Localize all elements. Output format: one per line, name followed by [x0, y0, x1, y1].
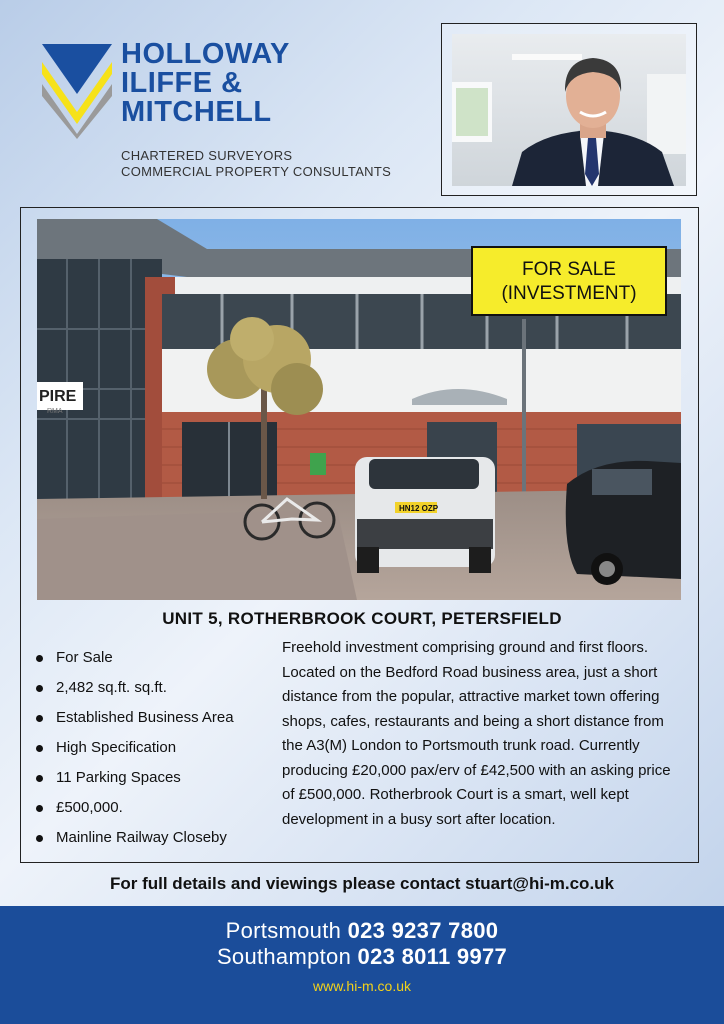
contact-line: For full details and viewings please contact stuart@hi-m.co.uk [109, 874, 614, 893]
phone-number[interactable]: 023 9237 7800 [347, 918, 499, 943]
company-name-line1: HOLLOWAY [121, 38, 290, 70]
footer-bar [0, 906, 724, 1024]
feature-text: £500,000. [56, 799, 123, 816]
bullet-icon [36, 835, 43, 842]
phone-number[interactable]: 023 8011 9977 [357, 944, 508, 969]
license-plate: HN12 OZP [399, 504, 439, 513]
badge-line1: FOR SALE [522, 259, 616, 280]
list-item [36, 703, 234, 733]
property-title: UNIT 5, ROTHERBROOK COURT, PETERSFIELD [162, 609, 562, 628]
badge-line2: (INVESTMENT) [501, 283, 637, 304]
feature-text: Established Business Area [56, 709, 234, 726]
list-item [36, 643, 234, 673]
list-item [36, 673, 234, 703]
phone-line-portsmouth [0, 918, 724, 944]
company-name [121, 40, 290, 127]
agent-photo-frame [441, 23, 697, 196]
agent-portrait-photo [452, 34, 686, 186]
company-logo-icon [42, 44, 112, 139]
phone-line-southampton [0, 944, 724, 970]
list-item [36, 733, 234, 763]
list-item [36, 793, 234, 823]
tagline-line1: CHARTERED SURVEYORS [121, 148, 293, 163]
feature-text: For Sale [56, 649, 113, 666]
tagline-line2: COMMERCIAL PROPERTY CONSULTANTS [121, 164, 392, 179]
list-item [36, 823, 234, 853]
bullet-icon [36, 745, 43, 752]
bullet-icon [36, 685, 43, 692]
feature-text: 11 Parking Spaces [56, 769, 181, 786]
city-name: Portsmouth [225, 918, 342, 943]
bullet-icon [36, 805, 43, 812]
company-name-line3: MITCHELL [121, 96, 272, 128]
company-tagline [121, 148, 391, 180]
bullet-icon [36, 655, 43, 662]
for-sale-badge [471, 246, 667, 316]
property-description: Freehold investment comprising ground and first floors. Located on the Bedford Road business area, just a short distance from the popular, attractive market town offering shops, cafes, restaurants and being a short distance from the A3(M) London to Portsmouth trunk road. Currently producing £20,000 pax/erv of £42,500 with an asking price of £500,000. Rotherbrook Court is a smart, well kept development in a busy sort after location. [282, 639, 671, 828]
sign-subtext: RMA [47, 408, 63, 415]
company-name-line2: ILIFFE & [121, 67, 243, 99]
feature-text: Mainline Railway Closeby [56, 829, 227, 846]
list-item [36, 763, 234, 793]
bullet-icon [36, 715, 43, 722]
bullet-icon [36, 775, 43, 782]
city-name: Southampton [216, 944, 352, 969]
feature-list [36, 643, 234, 853]
feature-text: 2,482 sq.ft. sq.ft. [56, 679, 167, 696]
website-link[interactable]: www.hi-m.co.uk [312, 978, 412, 994]
feature-text: High Specification [56, 739, 177, 756]
sign-text: PIRE [39, 388, 77, 405]
